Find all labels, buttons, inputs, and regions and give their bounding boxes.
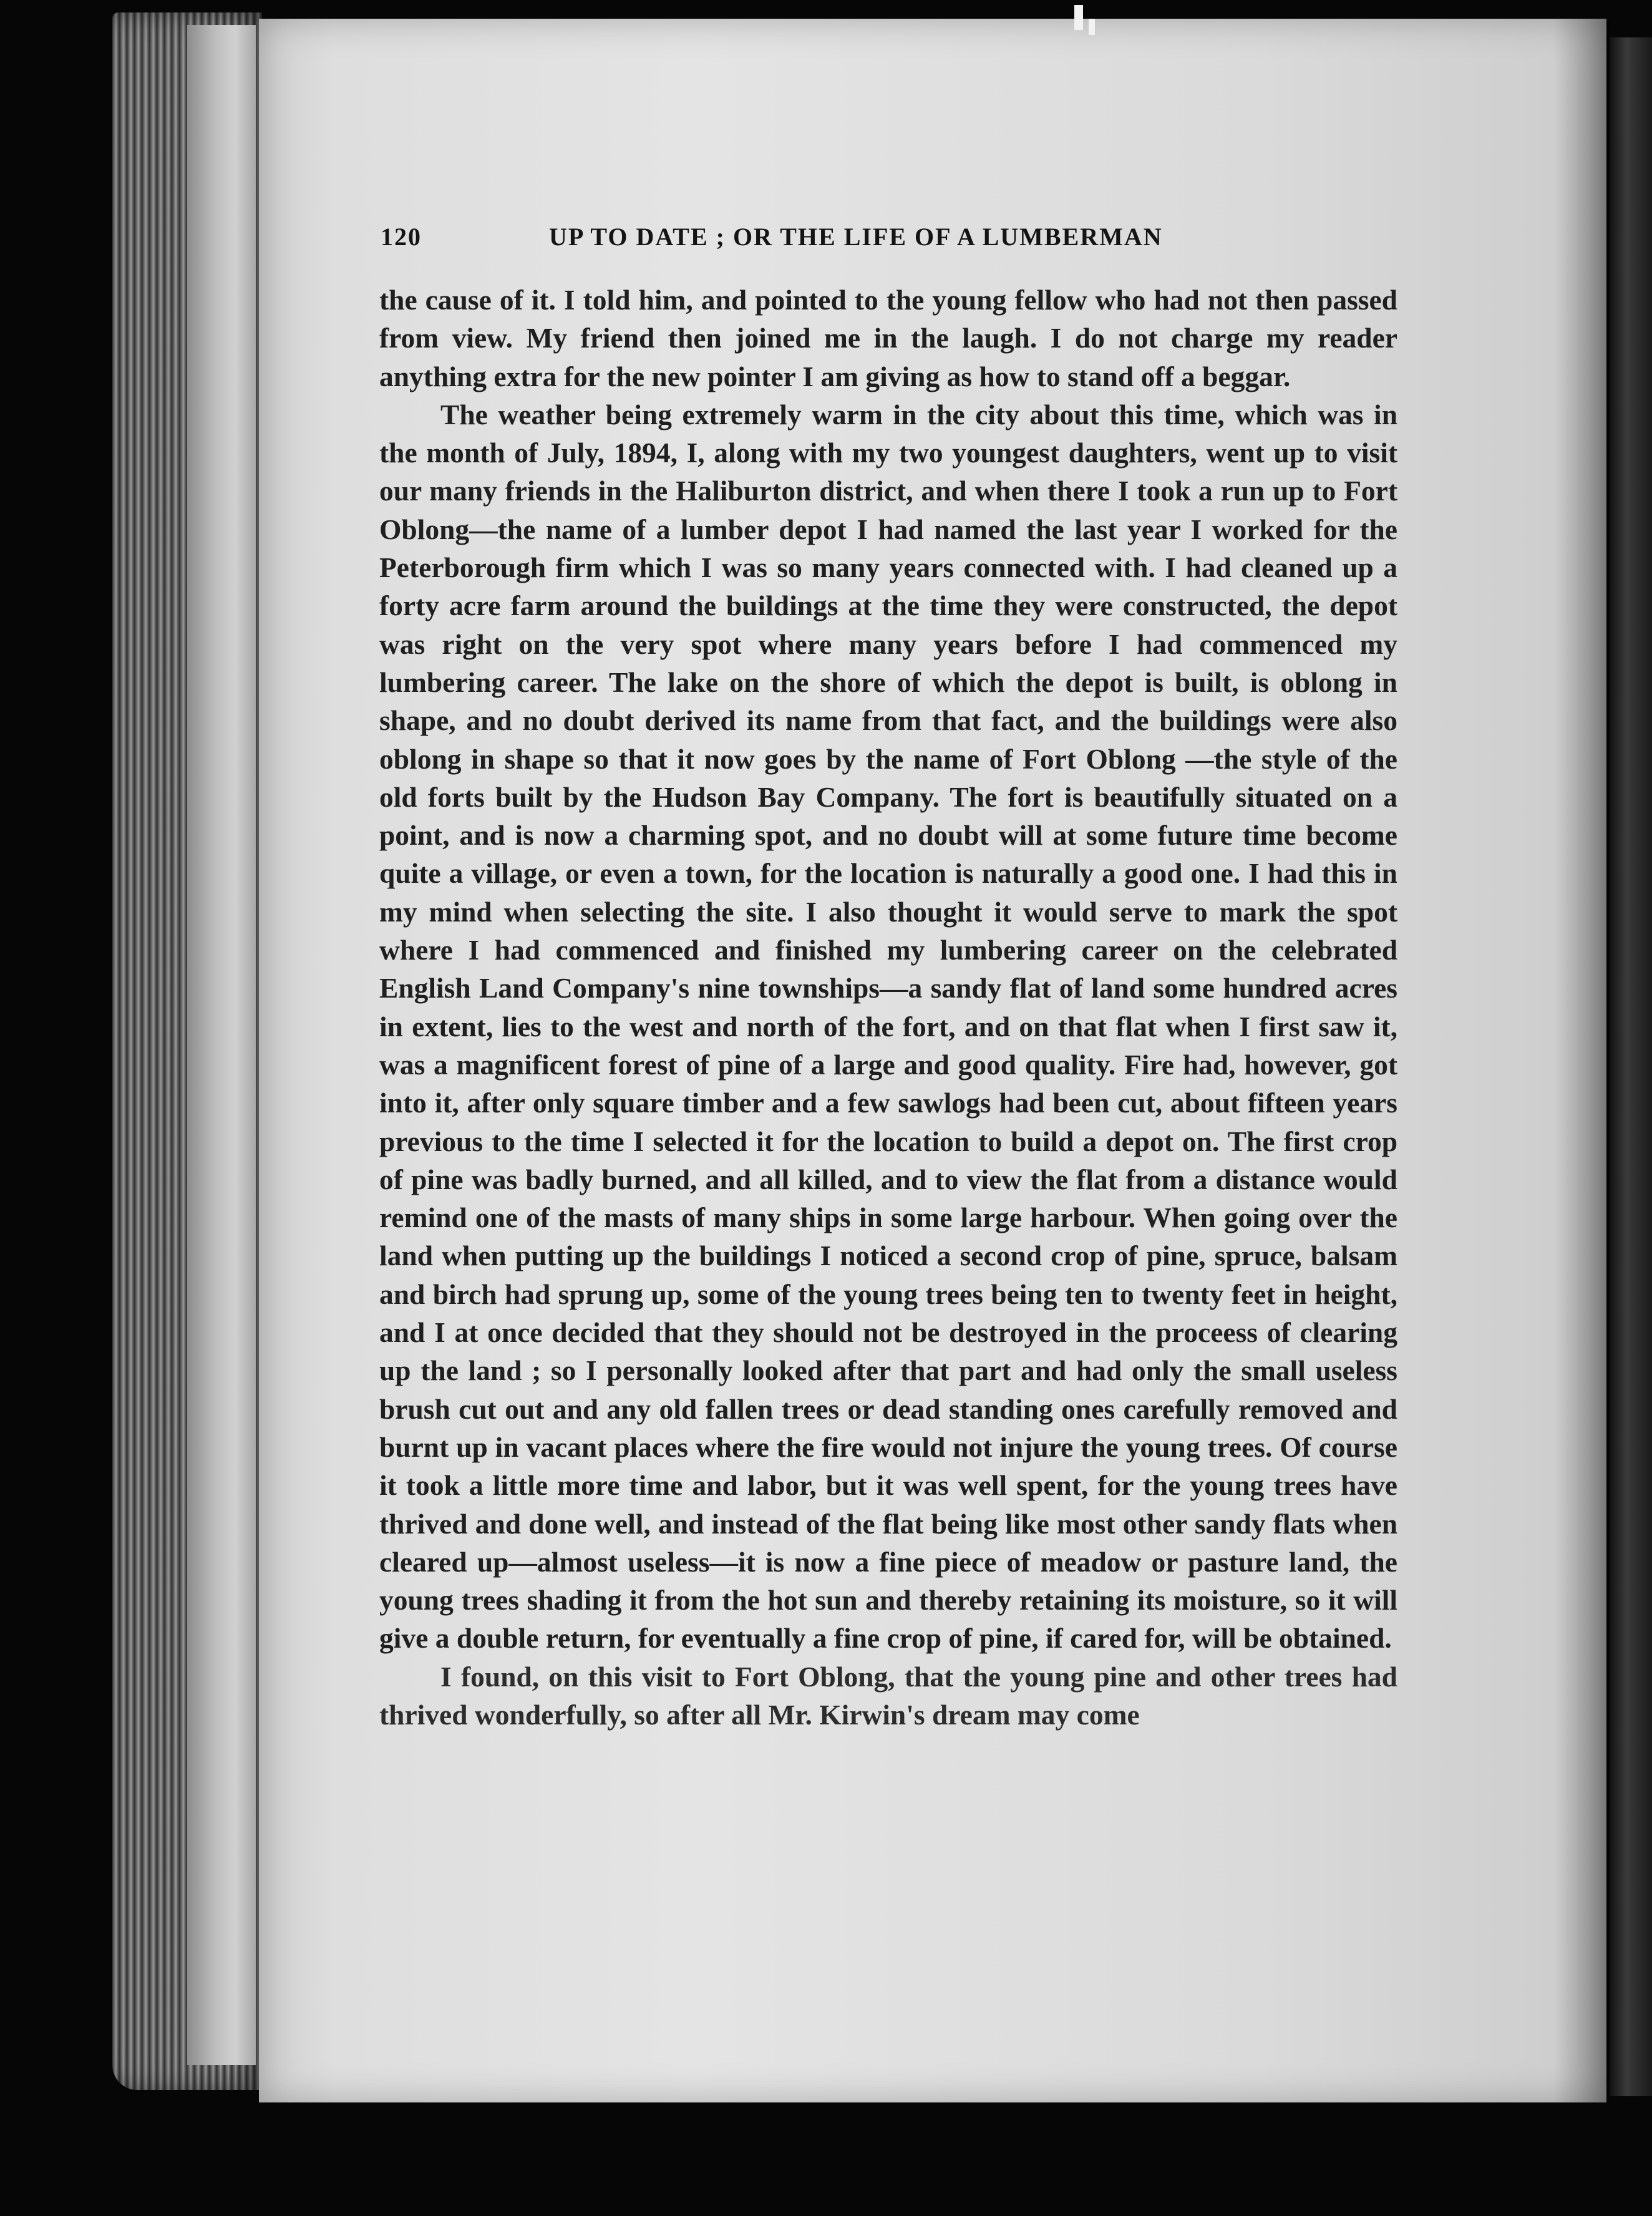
paragraph: the cause of it. I told him, and pointed to the young fellow who had not then passed from view. My friend then joined me in the laugh. I do not charge my reader anything extra for the new pointer I am giving as how to stand off a beggar.	[379, 284, 1397, 392]
paragraph: I found, on this visit to Fort Oblong, that the young pine and other trees had thrived wonderfully, so after all Mr. Kirwin's dream may come	[379, 1660, 1397, 1731]
body-text	[379, 281, 1397, 1734]
scan-speck	[1089, 19, 1095, 35]
spine-shadow	[1553, 19, 1610, 2102]
page-number: 120	[381, 223, 422, 251]
running-head	[381, 222, 1391, 260]
page-edge-highlight	[187, 25, 256, 2065]
running-title: UP TO DATE ; OR THE LIFE OF A LUMBERMAN	[549, 223, 1163, 251]
scan-speck	[1074, 5, 1083, 30]
paragraph: The weather being extremely warm in the city about this time, which was in the month of July, 1894, I, along with my two youngest daughters, went up to visit our many friends in the Haliburton district, and when there I took a run up to Fort Oblong—the name of a lumber depot I had named the last year I worked for the Peterborough firm which I was so many years connected with. I had cleaned up a forty acre farm around the buildings at the time they were constructed, the depot was right on the very spot where many years before I had commenced my lumbering career. The lake on the shore of which the depot is built, is oblong in shape, and no doubt derived its name from that fact, and the buildings were also oblong in shape so that it now goes by the name of Fort Oblong —the style of the old forts built by the Hudson Bay Company. The fort is beautifully situated on a point, and is now a charming spot, and no doubt will at some future time become quite a village, or even a town, for the location is naturally a good one. I had this in my mind when selecting the site. I also thought it would serve to mark the spot where I had commenced and finished my lumbering career on the celebrated English Land Company's nine townships—a sandy flat of land some hundred acres in extent, lies to the west and north of the fort, and on that flat when I first saw it, was a magnificent forest of pine of a large and good quality. Fire had, however, got into it, after only square timber and a few sawlogs had been cut, about fifteen years previous to the time I selected it for the location to build a depot on. The first crop of pine was badly burned, and all killed, and to view the flat from a distance would remind one of the masts of many ships in some large harbour. When going over the land when putting up the buildings I noticed a second crop of pine, spruce, balsam and birch had sprung up, some of the young trees being ten to twenty feet in height, and I at once decided that they should not be destroyed in the proceess of clearing up the land ; so I personally looked after that part and had only the small useless brush cut out and any old fallen trees or dead standing ones carefully removed and burnt up in vacant places where the fire would not injure the young trees. Of course it took a little more time and labor, but it was well spent, for the young trees have thrived and done well, and instead of the flat being like most other sandy flats when cleared up—almost useless—it is now a fine piece of meadow or pasture land, the young trees shading it from the hot sun and thereby retaining its moisture, so it will give a double return, for eventually a fine crop of pine, if cared for, will be obtained.	[379, 398, 1397, 1655]
adjacent-page-edge	[1610, 37, 1652, 2096]
